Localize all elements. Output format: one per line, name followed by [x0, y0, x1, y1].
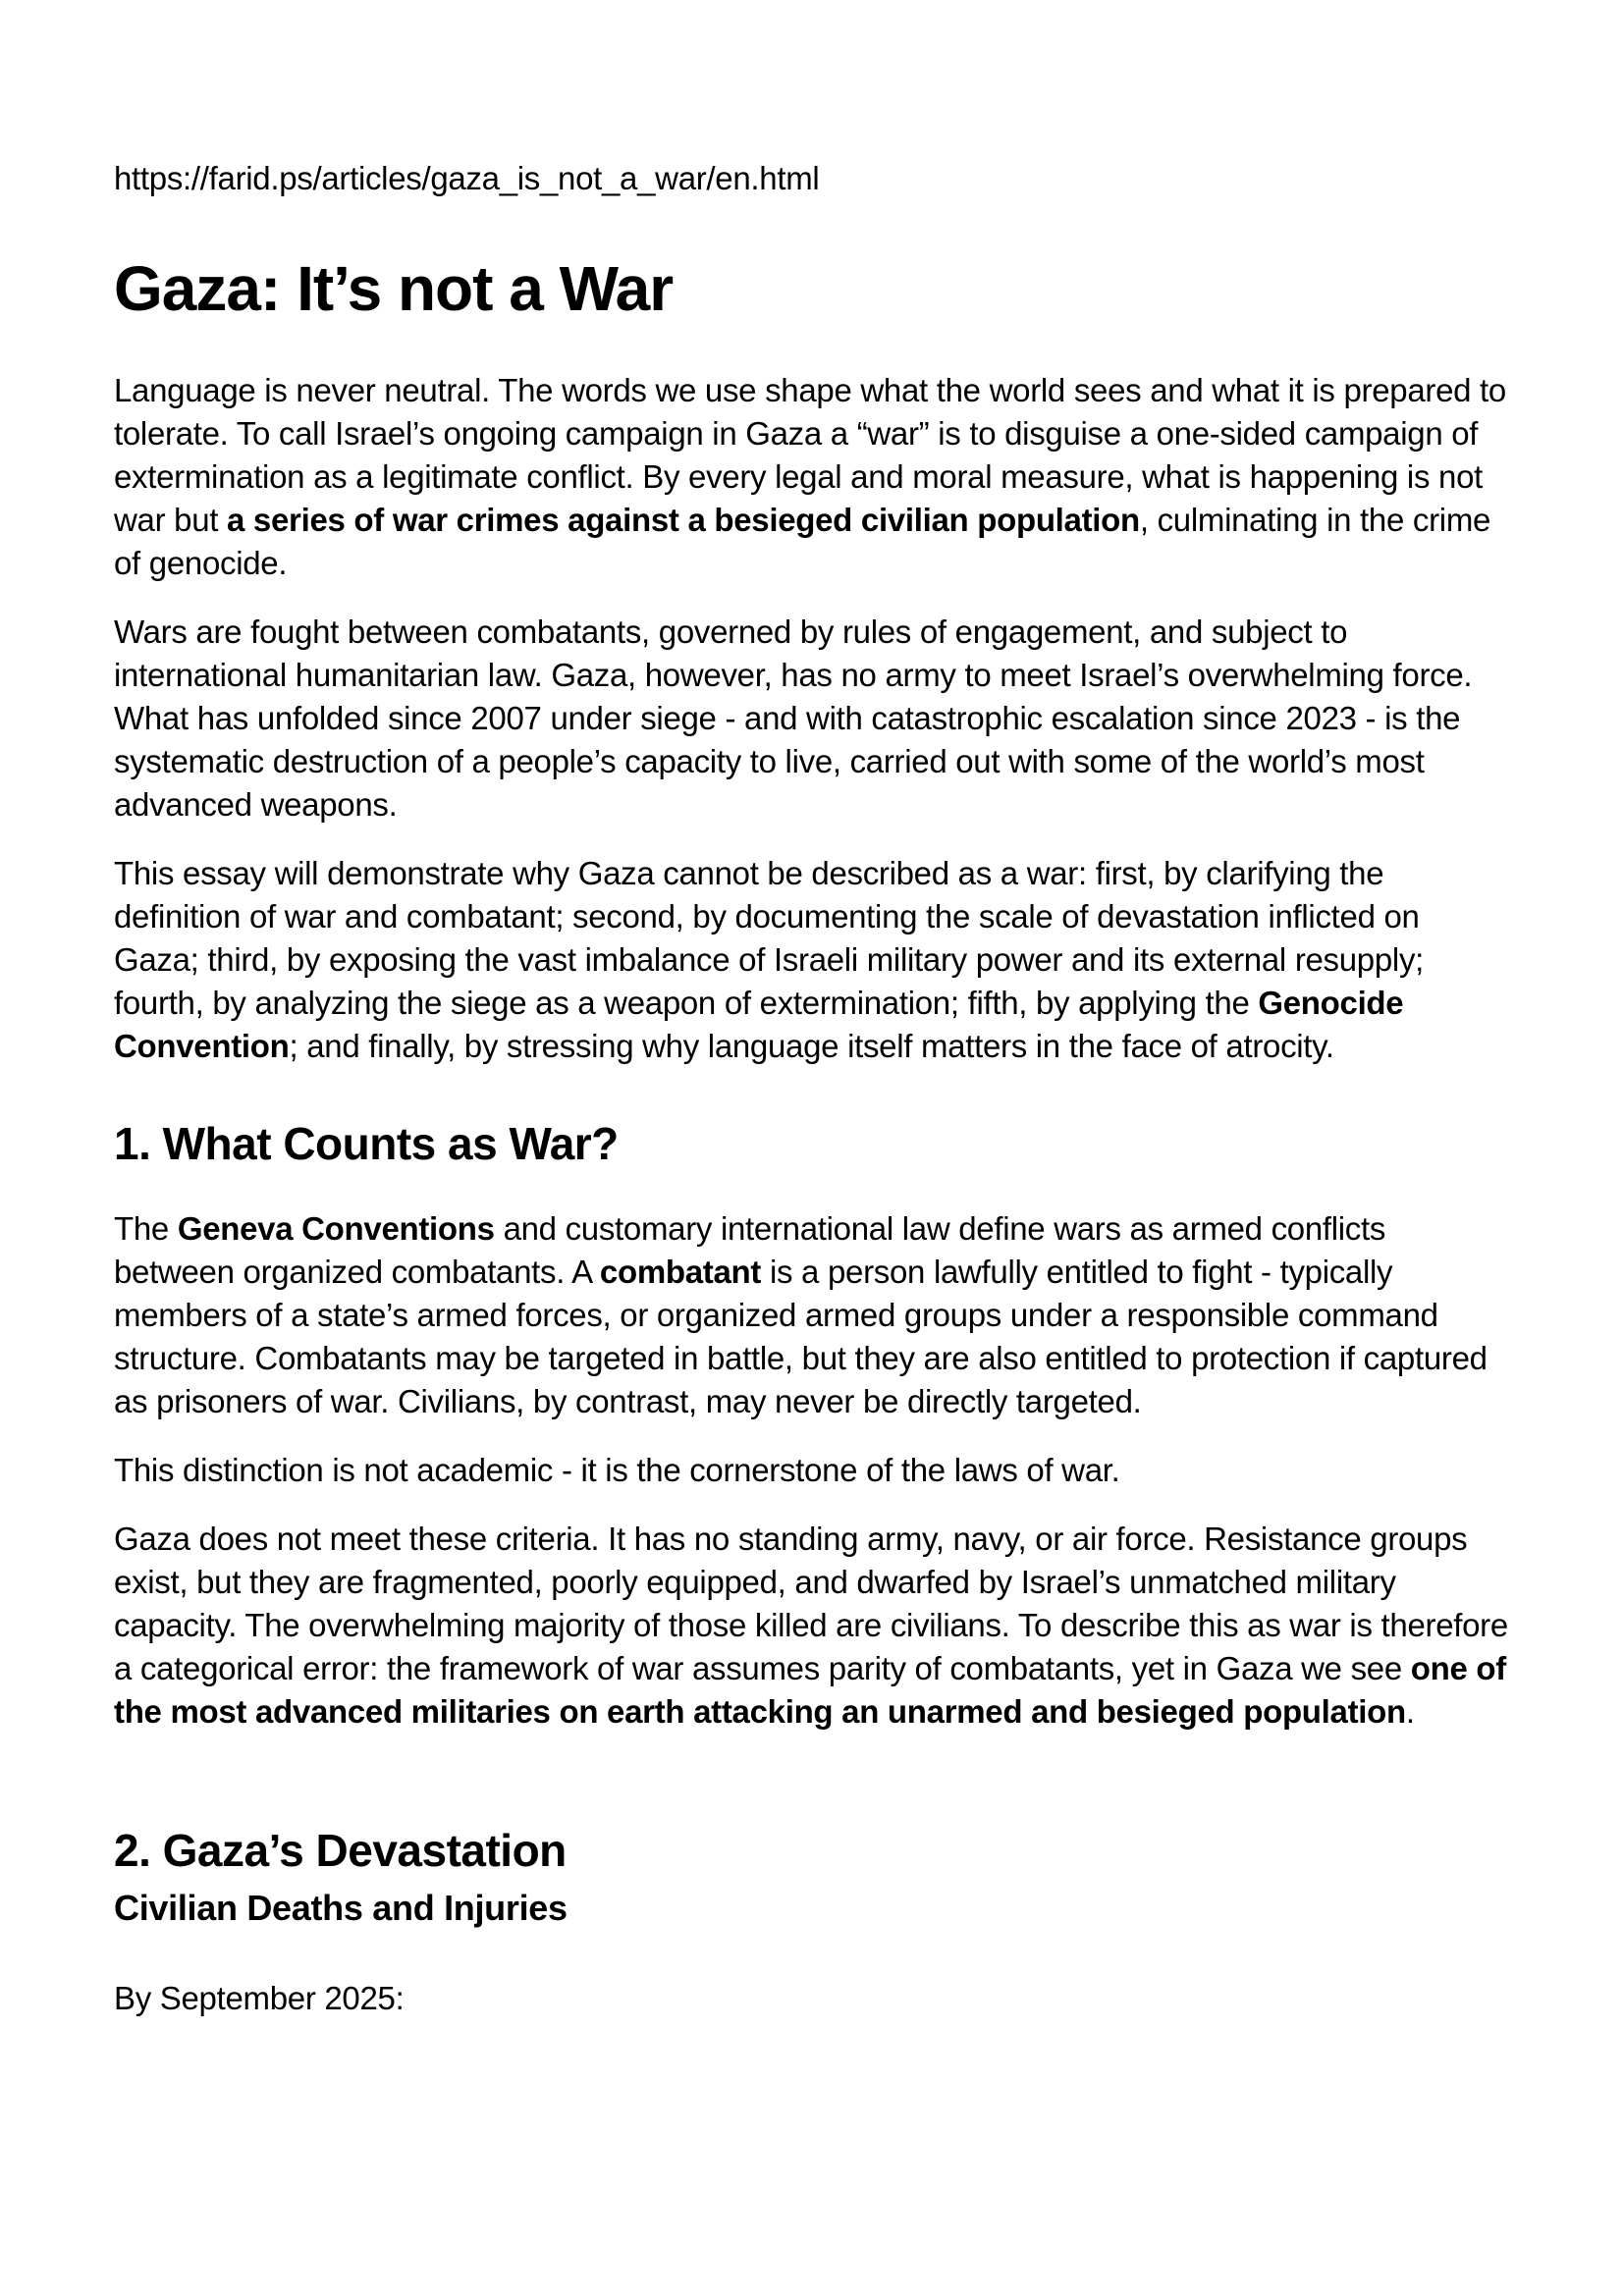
text-run: Language is never neutral. The words we use shape what the world sees and what it is prepared to tolerate. To call Israel’s ongoing campaign in Gaza a “war” is to disguise a one-sided campaign of extermination as a legitimate conflict. By every legal and moral measure, what is happening is not war but: [114, 372, 1506, 538]
text-run: , culminating in the crime of genocide.: [114, 502, 1491, 581]
bold-text-run: combatant: [599, 1254, 762, 1290]
paragraph-intro-1: [114, 369, 1513, 585]
text-run: .: [1405, 1693, 1415, 1730]
bold-text-run: one of the most advanced militaries on earth attacking an unarmed and besieged population: [114, 1650, 1506, 1730]
text-run: This essay will demonstrate why Gaza cannot be described as a war: first, by clarifying the definition of war and combatant; second, by documenting the scale of devastation inflicted on Gaza; third, by exposing the vast imbalance of Israeli military power and its external resupply; fourth, by analyzing the siege as a weapon of extermination; fifth, by applying the: [114, 855, 1425, 1021]
text-run: Wars are fought between combatants, governed by rules of engagement, and subject to international humanitarian law. Gaza, however, has no army to meet Israel’s overwhelming force. What has unfolded since 2007 under siege - and with catastrophic escalation since 2023 - is the systematic destruction of a people’s capacity to live, carried out with some of the world’s most advanced weapons.: [114, 614, 1473, 823]
text-run: and customary international law define wars as armed conflicts between organized combatants. A: [114, 1210, 1386, 1290]
text-run: The: [114, 1210, 178, 1247]
paragraph-intro-2: [114, 611, 1513, 827]
text-run: ; and finally, by stressing why language itself matters in the face of atrocity.: [289, 1028, 1334, 1064]
text-run: is a person lawfully entitled to fight - typically members of a state’s armed forces, or organized armed groups under a responsible command structure. Combatants may be targeted in battle, but they are also entitled to protection if captured as prisoners of war. Civilians, by contrast, may never be directly targeted.: [114, 1254, 1488, 1419]
bold-text-run: Geneva Conventions: [177, 1210, 495, 1247]
paragraph-section1-2: [114, 1449, 1513, 1492]
text-run: By September 2025:: [114, 1980, 405, 2016]
text-run: This distinction is not academic - it is the cornerstone of the laws of war.: [114, 1452, 1120, 1488]
text-run: Gaza does not meet these criteria. It has no standing army, navy, or air force. Resistance groups exist, but they are fragmented, poorly equipped, and dwarfed by Israel’s unmatched military capacity. The overwhelming majority of those killed are civilians. To describe this as war is therefore a categorical error: the framework of war assumes parity of combatants, yet in Gaza we see: [114, 1521, 1508, 1686]
paragraph-section2-1: [114, 1977, 1513, 2020]
paragraph-intro-3: [114, 852, 1513, 1068]
article-title: Gaza: It’s not a War: [114, 253, 674, 324]
paragraph-section1-3: [114, 1518, 1513, 1734]
subsection-heading-civilian-deaths: Civilian Deaths and Injuries: [114, 1888, 568, 1928]
paragraph-section1-1: [114, 1207, 1513, 1423]
bold-text-run: a series of war crimes against a besieged civilian population: [227, 502, 1140, 538]
source-url-text: https://farid.ps/articles/gaza_is_not_a_war/en.html: [114, 160, 820, 196]
bold-text-run: Genocide Convention: [114, 985, 1404, 1064]
section-heading-1: 1. What Counts as War?: [114, 1118, 619, 1169]
section-heading-2: 2. Gaza’s Devastation: [114, 1825, 567, 1876]
